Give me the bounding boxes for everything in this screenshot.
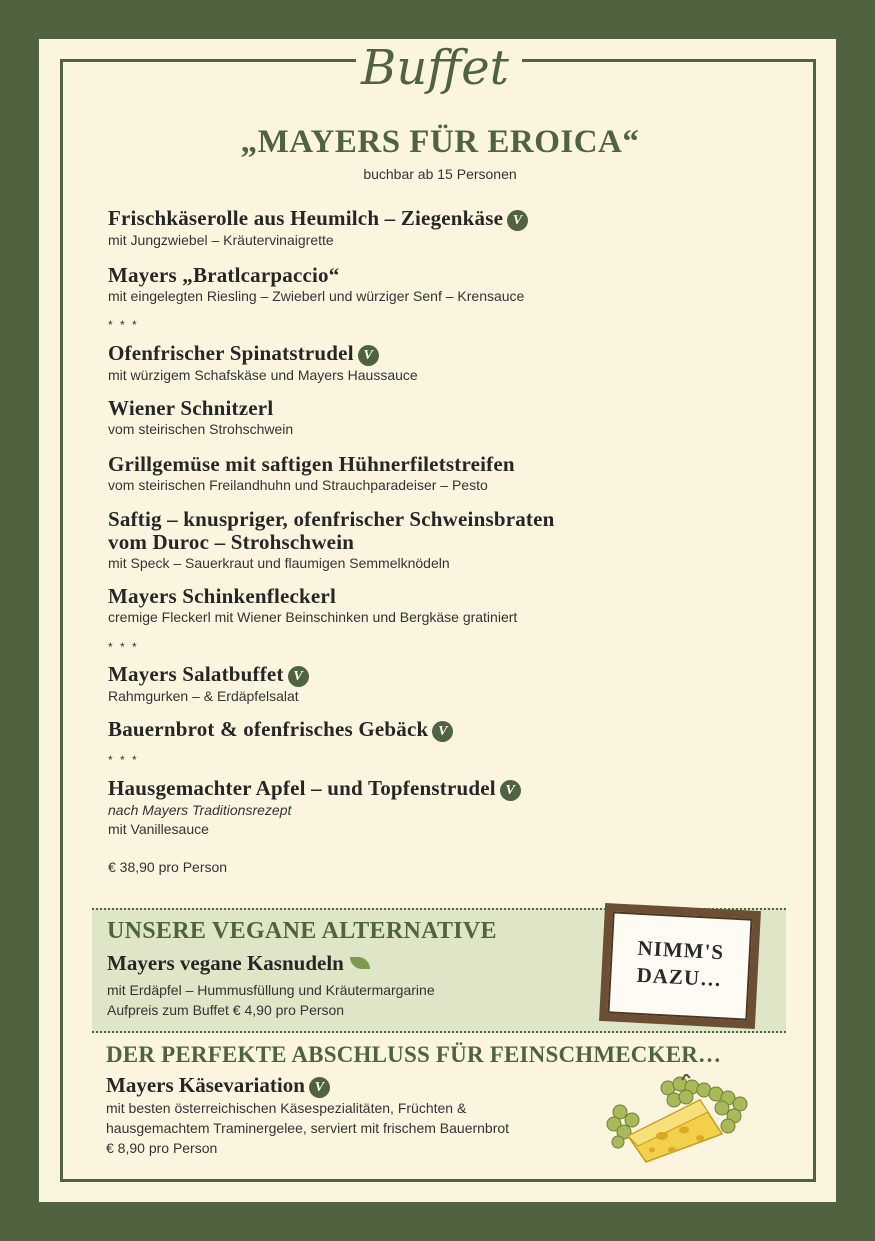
nimms-dazu-sign bbox=[599, 903, 761, 1029]
vegetarian-icon: V bbox=[288, 666, 309, 687]
vegetarian-icon: V bbox=[358, 345, 379, 366]
vegan-leaf-icon bbox=[350, 957, 370, 969]
vegetarian-icon: V bbox=[500, 780, 521, 801]
separator: * * * bbox=[108, 640, 139, 654]
menu-item-frischkaeserolle bbox=[108, 207, 748, 250]
item-name: Mayers Schinkenfleckerl bbox=[108, 584, 336, 608]
menu-item-salatbuffet bbox=[108, 663, 748, 706]
menu-item-schweinsbraten bbox=[108, 508, 748, 573]
item-description: vom steirischen Freilandhuhn und Strauchparadeiser – Pesto bbox=[108, 477, 488, 493]
item-name: Grillgemüse mit saftigen Hühnerfiletstreifen bbox=[108, 452, 515, 476]
item-name: Hausgemachter Apfel – und Topfenstrudel bbox=[108, 776, 496, 800]
vegan-item-description: mit Erdäpfel – Hummusfüllung und Kräutermargarine bbox=[107, 982, 435, 998]
item-description: mit würzigem Schafskäse und Mayers Haussauce bbox=[108, 367, 418, 383]
vegan-item bbox=[107, 951, 370, 976]
vegetarian-icon: V bbox=[309, 1077, 330, 1098]
menu-item-bauernbrot bbox=[108, 718, 748, 742]
finale-item-name: Mayers Käsevariation bbox=[106, 1073, 305, 1097]
finale-description bbox=[106, 1098, 586, 1158]
item-description: vom steirischen Strohschwein bbox=[108, 421, 294, 437]
menu-item-strudel bbox=[108, 777, 748, 839]
menu-item-bratlcarpaccio bbox=[108, 264, 748, 306]
item-description: Rahmgurken – & Erdäpfelsalat bbox=[108, 688, 299, 704]
item-name-line1: Saftig – knuspriger, ofenfrischer Schweinsbraten bbox=[108, 507, 555, 531]
sign-line2: DAZU… bbox=[636, 962, 723, 992]
menu-item-spinatstrudel bbox=[108, 342, 748, 385]
buffet-price: € 38,90 pro Person bbox=[108, 859, 228, 875]
menu-item-grillgemuese bbox=[108, 453, 748, 495]
item-name: Wiener Schnitzerl bbox=[108, 396, 274, 420]
menu-title: Buffet bbox=[361, 40, 509, 96]
item-name: Mayers Salatbuffet bbox=[108, 662, 284, 686]
vegan-item-name: Mayers vegane Kasnudeln bbox=[107, 951, 344, 975]
vegan-description bbox=[107, 980, 435, 1020]
vegetarian-icon: V bbox=[432, 721, 453, 742]
vegan-surcharge: Aufpreis zum Buffet € 4,90 pro Person bbox=[107, 1002, 345, 1018]
finale-description-line2: hausgemachtem Traminergelee, serviert mit frischem Bauernbrot bbox=[106, 1120, 510, 1136]
finale-description-line1: mit besten österreichischen Käsespezialitäten, Früchten & bbox=[106, 1100, 467, 1116]
item-name: Frischkäserolle aus Heumilch – Ziegenkäse bbox=[108, 206, 504, 230]
sign-line1: NIMM'S bbox=[637, 935, 725, 965]
item-name-line2: vom Duroc – Strohschwein bbox=[108, 530, 355, 554]
item-name: Ofenfrischer Spinatstrudel bbox=[108, 341, 354, 365]
item-name: Bauernbrot & ofenfrisches Gebäck bbox=[108, 717, 429, 741]
item-description: mit eingelegten Riesling – Zwieberl und würziger Senf – Krensauce bbox=[108, 288, 525, 304]
finale-item bbox=[106, 1073, 330, 1098]
cheese-grapes-illustration bbox=[604, 1074, 754, 1169]
menu-subtitle: „MAYERS FÜR EROICA“ bbox=[240, 124, 640, 160]
menu-item-schnitzerl bbox=[108, 397, 748, 439]
finale-price: € 8,90 pro Person bbox=[106, 1140, 218, 1156]
vegetarian-icon: V bbox=[507, 210, 528, 231]
menu-item-schinkenfleckerl bbox=[108, 585, 748, 627]
item-description: mit Speck – Sauerkraut und flaumigen Semmelknödeln bbox=[108, 555, 450, 571]
finale-title: DER PERFEKTE ABSCHLUSS FÜR FEINSCHMECKER… bbox=[106, 1042, 722, 1067]
vegan-title: UNSERE VEGANE ALTERNATIVE bbox=[107, 918, 497, 944]
item-description: mit Jungzwiebel – Kräutervinaigrette bbox=[108, 232, 334, 248]
item-description-italic: nach Mayers Traditionsrezept bbox=[108, 802, 292, 818]
separator: * * * bbox=[108, 318, 139, 332]
item-description: mit Vanillesauce bbox=[108, 821, 209, 837]
item-description: cremige Fleckerl mit Wiener Beinschinken und Bergkäse gratiniert bbox=[108, 609, 518, 625]
bookable-note: buchbar ab 15 Personen bbox=[363, 166, 517, 182]
item-name: Mayers „Bratlcarpaccio“ bbox=[108, 263, 340, 287]
separator: * * * bbox=[108, 753, 139, 767]
